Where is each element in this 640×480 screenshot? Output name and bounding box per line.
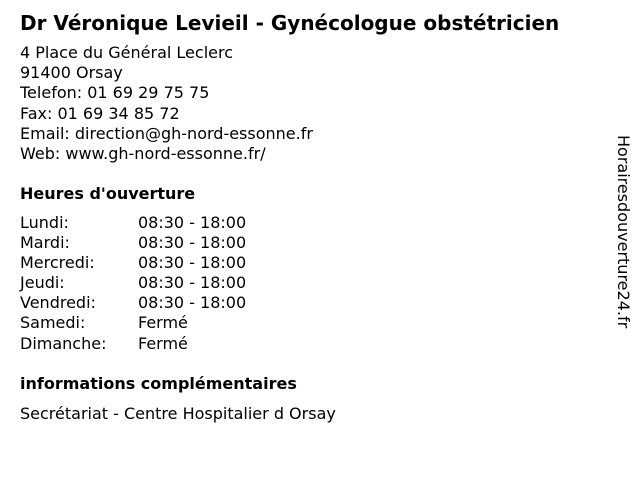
day-label: Jeudi:: [20, 273, 65, 293]
page-title: Dr Véronique Levieil - Gynécologue obstétricien: [20, 11, 560, 35]
time-value: 08:30 - 18:00: [138, 293, 247, 313]
hours-heading: Heures d'ouverture: [20, 184, 196, 203]
day-label: Mardi:: [20, 233, 70, 253]
day-label: Mercredi:: [20, 253, 95, 273]
day-label: Dimanche:: [20, 333, 107, 353]
info-text: Secrétariat - Centre Hospitalier d Orsay: [20, 404, 336, 423]
time-value: 08:30 - 18:00: [138, 253, 247, 273]
time-value: 08:30 - 18:00: [138, 273, 247, 293]
contact-block: [20, 43, 313, 164]
time-value: Fermé: [138, 333, 188, 353]
time-value: 08:30 - 18:00: [138, 233, 247, 253]
website: Web: www.gh-nord-essonne.fr/: [20, 143, 266, 163]
email-address: Email: direction@gh-nord-essonne.fr: [20, 123, 313, 143]
address-street: 4 Place du Général Leclerc: [20, 43, 233, 62]
fax-number: Fax: 01 69 34 85 72: [20, 103, 180, 123]
day-label: Vendredi:: [20, 293, 96, 313]
info-heading: informations complémentaires: [20, 374, 297, 393]
address-city: 91400 Orsay: [20, 63, 123, 83]
side-watermark: Horairesdouverture24.fr: [614, 135, 633, 329]
time-value: 08:30 - 18:00: [138, 213, 247, 232]
time-value: Fermé: [138, 313, 188, 333]
phone-number: Telefon: 01 69 29 75 75: [20, 83, 210, 103]
day-label: Lundi:: [20, 213, 69, 232]
day-label: Samedi:: [20, 313, 86, 333]
